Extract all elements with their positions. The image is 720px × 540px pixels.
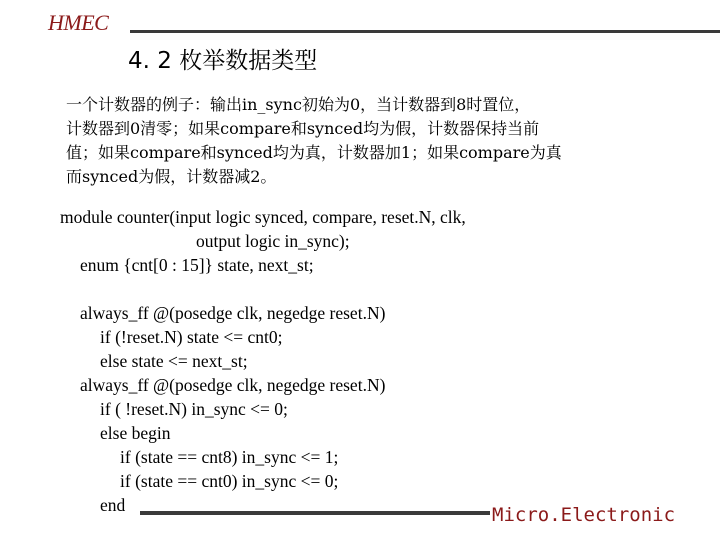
code-line: else state <= next_st; bbox=[100, 351, 248, 371]
code-block bbox=[0, 205, 720, 517]
code-line: end bbox=[100, 495, 126, 515]
code-line: enum {cnt[0 : 15]} state, next_st; bbox=[80, 255, 314, 275]
code-line: if ( !reset.N) in_sync <= 0; bbox=[100, 399, 288, 419]
code-line: always_ff @(posedge clk, negedge reset.N) bbox=[80, 375, 386, 395]
code-line: if (state == cnt8) in_sync <= 1; bbox=[120, 447, 339, 467]
code-line bbox=[0, 277, 720, 301]
slide-title: 4. 2 枚举数据类型 bbox=[128, 48, 318, 74]
hmec-logo: HMEC bbox=[48, 10, 109, 35]
code-line: output logic in_sync); bbox=[196, 231, 350, 251]
footer-divider bbox=[140, 511, 490, 515]
code-line: module counter(input logic synced, compare, reset.N, clk, bbox=[60, 207, 466, 227]
code-line: if (state == cnt0) in_sync <= 0; bbox=[120, 471, 339, 491]
intro-paragraph bbox=[66, 93, 646, 189]
intro-line: 计数器到0清零；如果compare和synced均为假，计数器保持当前 bbox=[66, 119, 540, 138]
intro-line: 值；如果compare和synced均为真，计数器加1；如果compare为真 bbox=[66, 143, 562, 162]
intro-line: 一个计数器的例子：输出in_sync初始为0，当计数器到8时置位， bbox=[66, 95, 531, 114]
intro-line: 而synced为假，计数器减2。 bbox=[66, 167, 277, 186]
header-divider bbox=[130, 30, 720, 33]
footer-label: Micro.Electronic bbox=[492, 504, 676, 526]
code-line: always_ff @(posedge clk, negedge reset.N) bbox=[80, 303, 386, 323]
code-line: if (!reset.N) state <= cnt0; bbox=[100, 327, 283, 347]
code-line: else begin bbox=[100, 423, 171, 443]
